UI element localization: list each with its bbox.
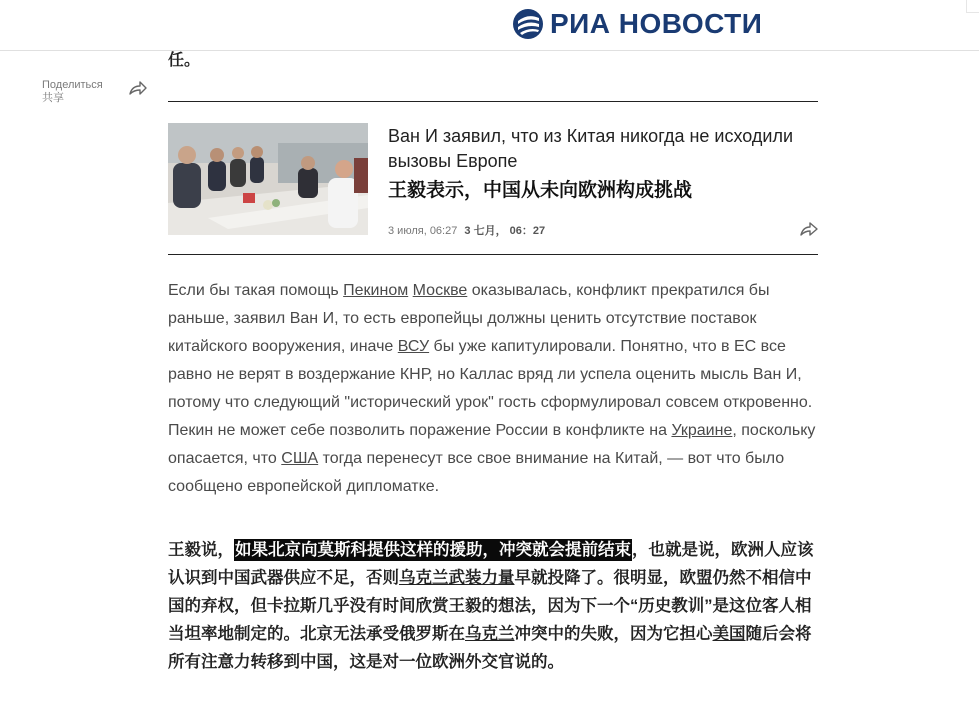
ria-logo-icon bbox=[512, 8, 544, 40]
link-ukraine[interactable]: Украине bbox=[671, 422, 733, 439]
divider-bottom bbox=[168, 254, 818, 255]
card-date-ru: 3 июля, 06:27 bbox=[388, 225, 458, 237]
link-usa[interactable]: США bbox=[281, 450, 319, 467]
text-run: 随后会将所有注意力转移到中国，这是对一位欧洲外交官说的。 bbox=[168, 625, 812, 671]
card-title-cn[interactable]: 王毅表示，中国从未向欧洲构成挑战 bbox=[388, 180, 693, 201]
text-fragment: 任。 bbox=[168, 52, 201, 69]
card-image[interactable] bbox=[168, 123, 368, 235]
text-run: Если бы такая помощь bbox=[168, 282, 344, 299]
text-run: 早就投降了。很明显，欧盟仍然不相信中国的弃权，但卡拉斯几乎没有时间欣赏王毅的想法，因为下一个“历史教训”是这位客人相当坦率地制定的。北京无法承受俄罗斯在 bbox=[168, 569, 812, 643]
site-header bbox=[0, 0, 979, 51]
text-run: ，也就是说，欧洲人应该认识到中国武器供应不足，否则 bbox=[168, 541, 814, 587]
link-vsu[interactable]: ВСУ bbox=[397, 338, 430, 355]
card-date bbox=[388, 222, 545, 238]
link-beijing[interactable]: Пекином bbox=[343, 282, 409, 299]
share-icon[interactable] bbox=[128, 79, 148, 97]
text-run: 王毅说， bbox=[168, 541, 234, 559]
share-arrow-icon[interactable] bbox=[800, 221, 818, 237]
article-paragraph-cn bbox=[168, 536, 820, 676]
link-ukraine-cn[interactable]: 乌克兰 bbox=[465, 625, 515, 643]
text-run: оказывалась, конфликт прекратился бы раньше, заявил Ван И, то есть европейцы должны ценить отсутствие поставок китайского вооружения, иначе bbox=[168, 282, 770, 355]
link-usa-cn[interactable]: 美国 bbox=[712, 625, 746, 643]
header-corner bbox=[966, 0, 979, 13]
share-label: Поделиться bbox=[42, 79, 103, 91]
article-paragraph-ru bbox=[168, 277, 818, 501]
highlighted-text: 如果北京向莫斯科提供这样的援助，冲突就会提前结束 bbox=[235, 541, 631, 559]
link-moscow[interactable]: Москве bbox=[412, 282, 468, 299]
logo-text: РИА НОВОСТИ bbox=[550, 8, 763, 39]
site-logo[interactable] bbox=[512, 8, 762, 40]
text-run: тогда перенесут все свое внимание на Китай, — вот что было сообщено европейской дипломатке. bbox=[168, 450, 785, 495]
text-run: бы уже капитулировали. Понятно, что в ЕС все равно не верят в воздержание КНР, но Каллас вряд ли успела оценить мысль Ван И, потому что следующий "исторический урок" гость сформулировал совсем откровенно. Пекин не может себе позволить поражение России в конфликте на bbox=[168, 338, 813, 439]
divider-top bbox=[168, 101, 818, 102]
text-run: , поскольку опасается, что bbox=[168, 422, 816, 467]
card-date-cn: 3 七月， 06：27 bbox=[464, 225, 546, 237]
share-label-cn: 共享 bbox=[42, 92, 64, 104]
link-afu-cn[interactable]: 乌克兰武装力量 bbox=[399, 569, 515, 587]
meeting-photo bbox=[168, 123, 368, 235]
card-title-ru[interactable]: Ван И заявил, что из Китая никогда не исходили вызовы Европе bbox=[388, 126, 793, 171]
text-run: 冲突中的失败，因为它担心 bbox=[514, 625, 713, 643]
